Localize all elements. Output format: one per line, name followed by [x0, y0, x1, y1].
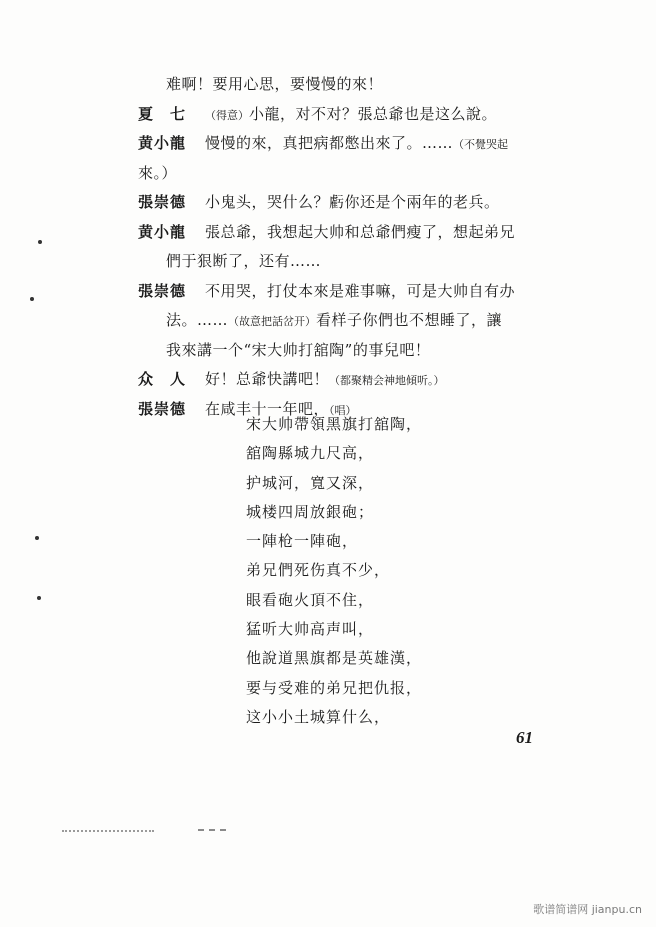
stage-direction: （都聚精会神地傾听。） [329, 374, 445, 387]
scan-speck [30, 297, 34, 301]
song-line: 一陣枪一陣砲， [246, 532, 359, 551]
dialogue-block [138, 70, 558, 424]
dialogue-text: 小龍，对不对？張总爺也是这么說。 [249, 104, 498, 123]
scan-speck [37, 596, 41, 600]
dialogue-line [138, 70, 558, 100]
stage-direction: （不覺哭起 [453, 138, 509, 151]
song-line: 眼看砲火頂不住， [246, 590, 375, 609]
dialogue-line [138, 336, 558, 366]
dialogue-line [138, 129, 558, 159]
site-watermark: 歌谱简谱网 jianpu.cn [533, 903, 642, 916]
dialogue-text: 法。…… [166, 311, 229, 329]
speaker-name: 黄小龍 [138, 134, 187, 152]
song-line: 弟兄們死伤真不少， [246, 561, 391, 580]
page-number: 61 [516, 728, 533, 747]
stage-direction: （得意） [205, 108, 249, 122]
dialogue-text: 慢慢的來，真把病都憋出來了。…… [205, 134, 454, 152]
dialogue-line [138, 188, 558, 218]
song-line: 舘陶縣城九尺高， [246, 444, 375, 463]
speaker-name: 夏 七 [138, 104, 187, 123]
dialogue-line [138, 247, 558, 277]
song-verses [246, 410, 496, 732]
dialogue-line [138, 277, 558, 307]
dialogue-text: 來。） [138, 163, 178, 182]
song-line: 城楼四周放銀砲； [246, 502, 375, 521]
song-line: 猛听大帅高声叫， [246, 620, 375, 639]
dialogue-line [138, 159, 558, 189]
stage-direction: （故意把話岔开） [228, 315, 317, 328]
dialogue-line [138, 365, 558, 395]
stage-direction: （唱） [329, 403, 357, 417]
song-line: 他說道黑旗都是英雄漢， [246, 649, 423, 668]
song-line: 这小小土城算什么， [246, 707, 391, 726]
dialogue-text: 我來講一个“宋大帅打舘陶”的事兒吧！ [166, 340, 431, 359]
dialogue-text: 难啊！要用心思，要慢慢的來！ [166, 75, 384, 93]
dialogue-line [138, 306, 558, 336]
scan-artifact-line [62, 830, 154, 834]
scan-speck [35, 536, 39, 540]
dialogue-text: 好！总爺快講吧！ [205, 370, 330, 388]
speaker-name: 众 人 [138, 370, 187, 388]
scan-speck [38, 240, 42, 244]
speaker-name: 黄小龍 [138, 222, 187, 241]
dialogue-line [138, 100, 558, 130]
dialogue-text: 在咸丰十一年吧， [205, 399, 330, 418]
speaker-name: 張崇德 [138, 193, 187, 211]
dialogue-text: 看样子你們也不想睡了，讓 [316, 311, 503, 329]
song-line: 要与受难的弟兄把仇报， [246, 678, 423, 697]
speaker-name: 張崇德 [138, 281, 187, 300]
dialogue-text: 不用哭，打仗本來是难事嘛，可是大帅自有办 [205, 281, 516, 300]
dialogue-text: 們于狠断了，还有…… [166, 252, 322, 270]
speaker-name: 張崇德 [138, 399, 187, 418]
song-line: 宋大帅帶領黑旗打舘陶， [246, 415, 423, 433]
dialogue-text: 張总爺，我想起大帅和总爺們瘦了，想起弟兄 [205, 222, 516, 241]
song-line: 护城河，寬又深， [246, 473, 375, 492]
scan-artifact-line [198, 829, 226, 833]
dialogue-line [138, 218, 558, 248]
dialogue-text: 小鬼头，哭什么？虧你还是个兩年的老兵。 [205, 193, 500, 211]
